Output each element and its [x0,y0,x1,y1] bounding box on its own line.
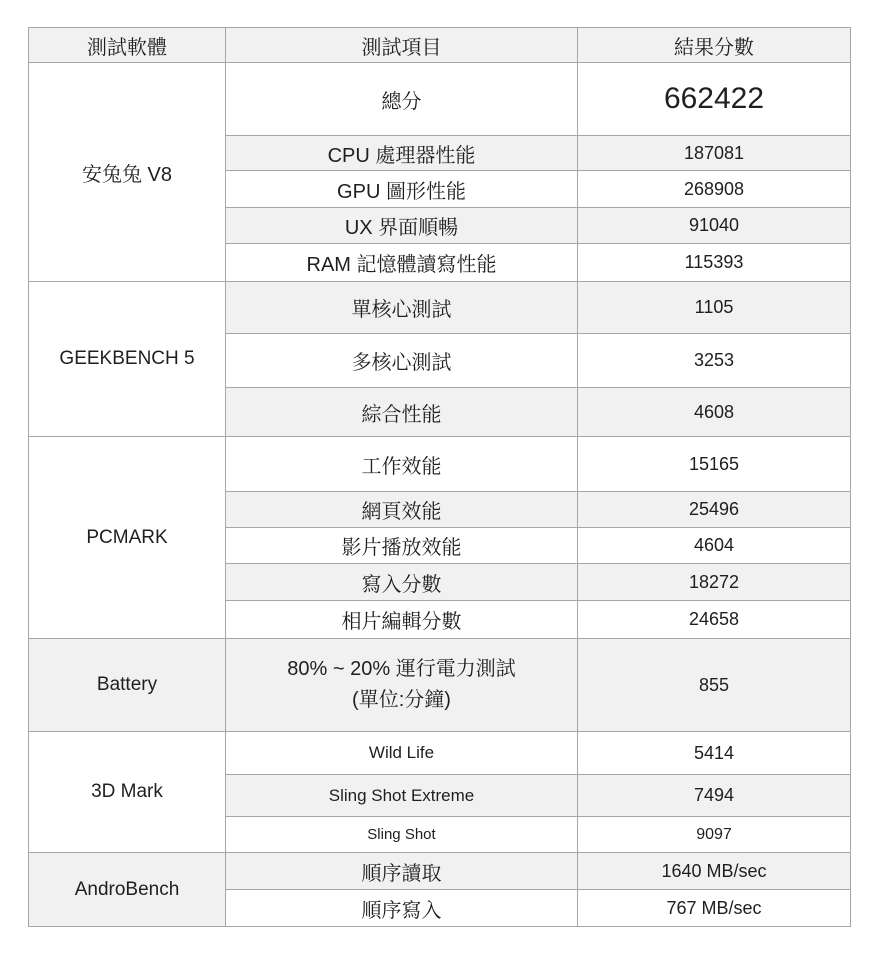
software-cell-androbench: AndroBench [29,853,226,927]
score-cell: 855 [578,639,851,732]
item-cell: 單核心測試 [226,282,578,334]
benchmark-table [28,27,851,927]
score-cell: 115393 [578,244,851,282]
score-cell: 25496 [578,492,851,528]
score-cell: 18272 [578,564,851,601]
software-cell-3dmark: 3D Mark [29,732,226,853]
table-row [29,853,851,890]
table-row [29,437,851,492]
item-cell-battery [226,639,578,732]
item-cell: 工作效能 [226,437,578,492]
item-cell: 影片播放效能 [226,528,578,564]
score-cell: 1105 [578,282,851,334]
score-cell: 91040 [578,208,851,244]
item-cell: 寫入分數 [226,564,578,601]
item-cell: 綜合性能 [226,388,578,437]
software-cell-geekbench: GEEKBENCH 5 [29,282,226,437]
score-cell: 24658 [578,601,851,639]
item-cell: Wild Life [226,732,578,775]
table-row [29,732,851,775]
score-cell: 1640 MB/sec [578,853,851,890]
score-cell: 7494 [578,775,851,817]
item-cell: 相片編輯分數 [226,601,578,639]
header-score: 結果分數 [578,28,851,63]
item-cell: CPU 處理器性能 [226,136,578,171]
header-item: 測試項目 [226,28,578,63]
header-software: 測試軟體 [29,28,226,63]
score-cell: 9097 [578,817,851,853]
item-cell: Sling Shot Extreme [226,775,578,817]
score-cell: 767 MB/sec [578,890,851,927]
item-cell: Sling Shot [226,817,578,853]
item-cell: GPU 圖形性能 [226,171,578,208]
battery-item-line2: (單位:分鐘) [352,689,451,711]
score-cell: 4608 [578,388,851,437]
table-row [29,639,851,732]
score-cell: 15165 [578,437,851,492]
score-cell: 268908 [578,171,851,208]
table-header-row [29,28,851,63]
score-cell: 5414 [578,732,851,775]
battery-item-line1: 80% ~ 20% 運行電力測試 [287,658,516,680]
score-cell: 4604 [578,528,851,564]
item-cell: 總分 [226,63,578,136]
software-cell-battery: Battery [29,639,226,732]
item-cell: RAM 記憶體讀寫性能 [226,244,578,282]
score-cell: 187081 [578,136,851,171]
software-cell-antutu: 安兔兔 V8 [29,63,226,282]
table-row [29,282,851,334]
item-cell: UX 界面順暢 [226,208,578,244]
item-cell: 順序讀取 [226,853,578,890]
item-cell: 網頁效能 [226,492,578,528]
item-cell: 多核心測試 [226,334,578,388]
score-cell: 662422 [578,63,851,136]
software-cell-pcmark: PCMARK [29,437,226,639]
score-cell: 3253 [578,334,851,388]
table-row [29,63,851,136]
item-cell: 順序寫入 [226,890,578,927]
